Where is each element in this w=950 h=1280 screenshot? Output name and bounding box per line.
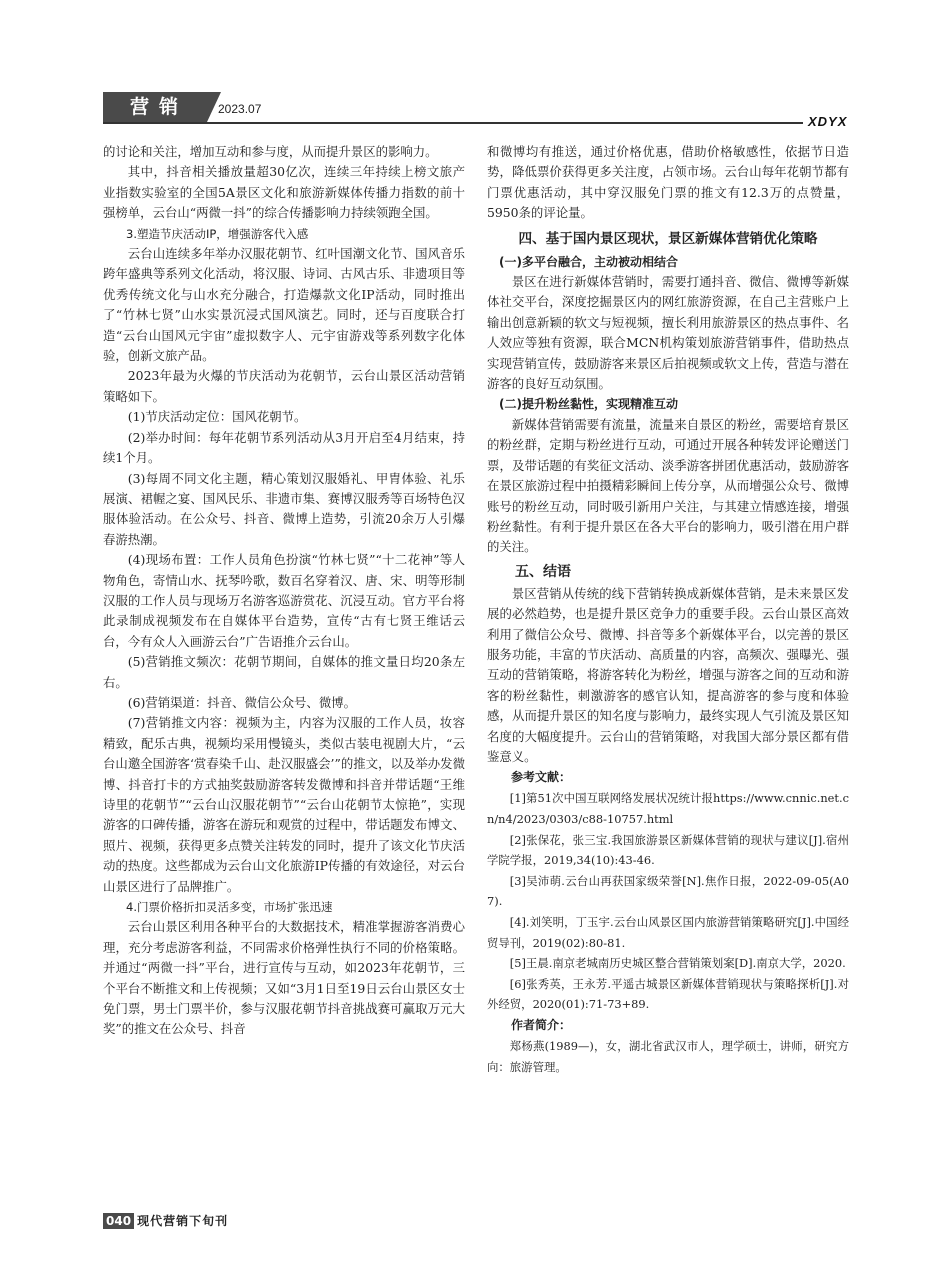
subsection-heading: (一)多平台融合，主动被动相结合	[499, 254, 678, 269]
list-item: (6)营销渠道：抖音、微信公众号、微博。	[127, 694, 356, 710]
page-header	[0, 0, 950, 130]
section-heading: 四、基于国内景区现状，景区新媒体营销优化策略	[518, 230, 818, 247]
left-column	[103, 142, 465, 1040]
list-item: (4)现场布置：工作人员角色扮演“竹林七贤”“十二花神”等人物角色，寄情山水、抚琴吟歌，数百名穿着汉、唐、宋、明等形制汉服的工作人员与现场万名游客巡游赏花、沉浸互动。官方平台将此录制成视频发布在自媒体平台造势，宣传“古有七贤王维话云台，今有众人入画游云台”广告语推介云台山。	[103, 552, 465, 649]
reference-item: [6]张秀英，王永芳.平遥古城景区新媒体营销现状与策略探析[J].对外经贸，2020(01):71-73+89.	[487, 976, 849, 1012]
paragraph: 的讨论和关注，增加互动和参与度，从而提升景区的影响力。	[103, 144, 438, 159]
list-item: (5)营销推文频次：花朝节期间，自媒体的推文量日均20条左右。	[103, 654, 465, 690]
page-number: 040	[103, 1213, 134, 1229]
paragraph: 2023年最为火爆的节庆活动为花朝节，云台山景区活动营销策略如下。	[103, 368, 465, 404]
paragraph: 新媒体营销需要有流量，流量来自景区的粉丝，需要培育景区的粉丝群，定期与粉丝进行互动，可通过开展各种转发评论赠送门票，及带话题的有奖征文活动、淡季游客拼团优惠活动，鼓励游客在景区旅游过程中拍摄精彩瞬间上传分享，从而增强公众号、微博账号的粉丝互动，同时吸引新用户关注，与其建立情感连接，增强粉丝黏性。有利于提升景区在各大平台的影响力，吸引潜在用户群的关注。	[487, 416, 849, 555]
list-item: (7)营销推文内容：视频为主，内容为汉服的工作人员，妆容精致，配乐古典，视频均采用慢镜头，类似古装电视剧大片，“云台山邀全国游客‘赏春染千山、赴汉服盛会’”的推文，以及举办发微博、抖音打卡的方式抽奖鼓励游客转发微博和抖音并带话题“王维诗里的花朝节”“云台山汉服花朝节”“云台山花朝节太惊艳”，实现游客的口碑传播，游客在游玩和观赏的过程中，带话题发布博文、照片、视频，获得更多点赞关注转发的同时，提升了该文化节庆活动的热度。这些都成为云台山文化旅游IP传播的有效途径，对云台山景区进行了品牌推广。	[103, 715, 465, 894]
paragraph: 其中，抖音相关播放量超30亿次，连续三年持续上榜文旅产业指数实验室的全国5A景区文化和旅游新媒体传播力指数的前十强榜单，云台山“两微一抖”的综合传播影响力持续领跑全国。	[103, 164, 465, 221]
section-tab: 营销	[103, 92, 207, 122]
reference-item: [5]王晨.南京老城南历史城区整合营销策划案[D].南京大学，2020.	[509, 956, 846, 971]
paragraph: 云台山景区利用各种平台的大数据技术，精准掌握游客消费心理，充分考虑游客利益，不同需求价格弹性执行不同的价格策略。并通过“两微一抖”平台，进行宣传与互动，如2023年花朝节，三个平台不断推文和上传视频；又如“3月1日至19日云台山景区女士免门票，男士门票半价，参与汉服花朝节抖音挑战赛可赢取万元大奖”的推文在公众号、抖音	[103, 919, 465, 1037]
reference-item: [4].刘笑明，丁玉宇.云台山风景区国内旅游营销策略研究[J].中国经贸导刊，2019(02):80-81.	[487, 914, 849, 950]
journal-code: XDYX	[808, 114, 848, 129]
subheading: 3.塑造节庆活动IP，增强游客代入感	[126, 226, 309, 241]
paragraph: 云台山连续多年举办汉服花朝节、红叶国潮文化节、国风音乐跨年盛典等系列文化活动，将汉服、诗词、古风古乐、非遗项目等优秀传统文化与山水充分融合，打造爆款文化IP活动，同时推出了“竹林七贤”山水实景沉浸式国风演艺。同时，还与百度联合打造“云台山国风元宇宙”虚拟数字人、元宇宙游戏等系列数字化体验，创新文旅产品。	[103, 246, 465, 364]
author-title: 作者简介：	[511, 1017, 572, 1032]
page-footer	[103, 1212, 228, 1230]
right-column	[487, 142, 849, 1077]
author-bio: 郑杨燕(1989—)，女，湖北省武汉市人，理学硕士，讲师，研究方向：旅游管理。	[487, 1038, 849, 1074]
section-heading: 五、结语	[515, 563, 571, 580]
subsection-heading: (二)提升粉丝黏性，实现精准互动	[499, 397, 678, 412]
reference-item: [3]吴沛萌.云台山再获国家级荣誉[N].焦作日报，2022-09-05(A07).	[487, 873, 849, 909]
list-item: (1)节庆活动定位：国风花朝节。	[127, 409, 307, 425]
references-title: 参考文献：	[511, 770, 572, 785]
paragraph: 景区在进行新媒体营销时，需要打通抖音、微信、微博等新媒体社交平台，深度挖掘景区内的网红旅游资源，在自己主营账户上输出创意新颖的软文与短视频，擅长利用旅游景区的热点事件、名人效应等独有资源，联合MCN机构策划旅游营销事件，借助热点实现营销宣传，鼓励游客来景区后拍视频或软文上传，营造与潜在游客的良好互动氛围。	[487, 274, 849, 392]
subheading: 4.门票价格折扣灵活多变，市场扩张迅速	[126, 900, 333, 915]
header-rule	[103, 122, 803, 124]
paragraph: 景区营销从传统的线下营销转换成新媒体营销，是未来景区发展的必然趋势，也是提升景区竞争力的重要手段。云台山景区高效利用了微信公众号、微博、抖音等多个新媒体平台，以完善的景区服务功能，丰富的节庆活动、高质量的内容，高频次、强曝光、强互动的营销策略，将游客转化为粉丝，增强与游客之间的互动和游客的粉丝黏性，刺激游客的感官认知，提高游客的参与度和体验感，从而提升景区的知名度与影响力，最终实现人气引流及景区知名度的大幅度提升。云台山的营销策略，对我国大部分景区都有借鉴意义。	[487, 585, 849, 764]
list-item: (2)举办时间：每年花朝节系列活动从3月开启至4月结束，持续1个月。	[103, 429, 465, 466]
paragraph: 和微博均有推送，通过价格优惠，借助价格敏感性，依据节日造势，降低票价获得更多关注度，占领市场。云台山每年花朝节都有门票优惠活动，其中穿汉服免门票的推文有12.3万的点赞量，5950条的评论量。	[487, 144, 849, 221]
reference-item: [1]第51次中国互联网络发展状况统计报https://www.cnnic.net.cn/n4/2023/0303/c88-10757.html	[487, 791, 849, 826]
reference-item: [2]张保花，张三宝.我国旅游景区新媒体营销的现状与建议[J].宿州学院学报，2019,34(10):43-46.	[487, 832, 849, 868]
publication-name: 现代营销下旬刊	[137, 1214, 229, 1228]
list-item: (3)每周不同文化主题，精心策划汉服婚礼、甲胄体验、礼乐展演、裙幄之宴、国风民乐、非遗市集、赛博汉服秀等百场特色汉服体验活动。在公众号、抖音、微博上造势，引流20余万人引爆春游热潮。	[103, 470, 465, 547]
issue-date: 2023.07	[218, 102, 262, 116]
